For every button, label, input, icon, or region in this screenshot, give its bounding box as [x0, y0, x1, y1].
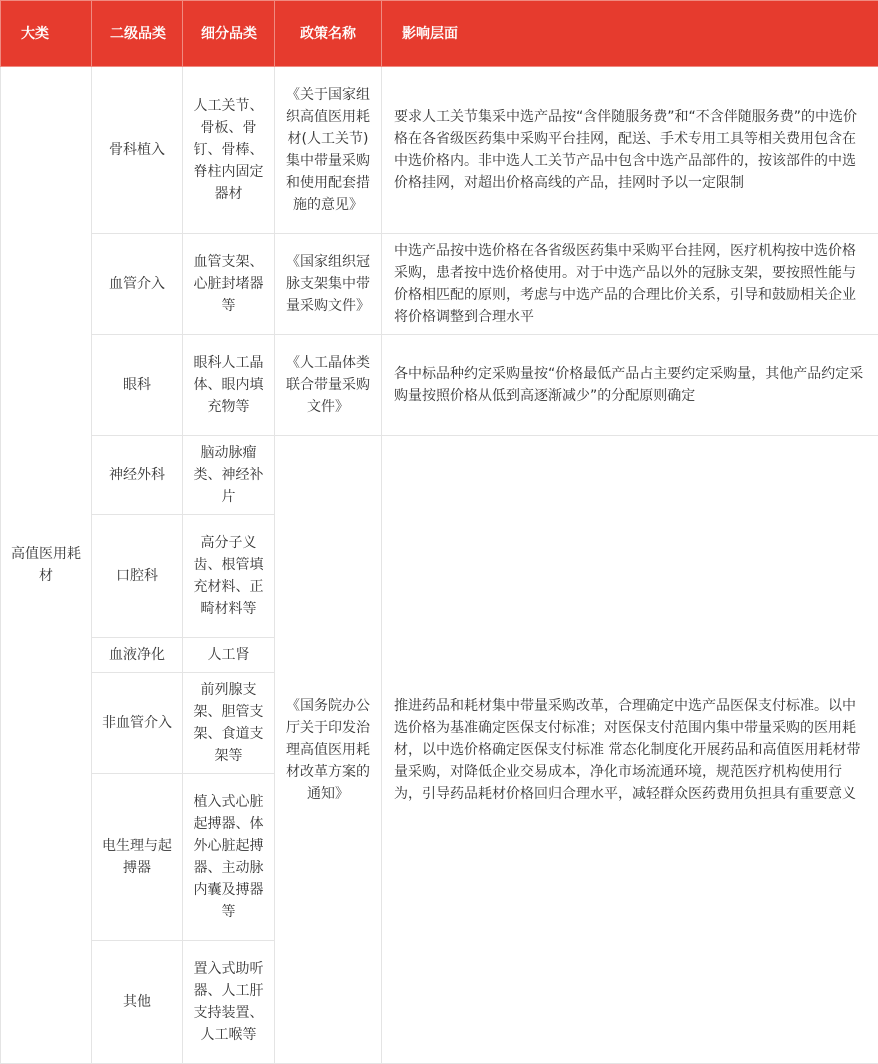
- header-subdivision: 细分品类: [183, 1, 275, 67]
- subdivision-cell: 植入式心脏起搏器、体外心脏起搏器、主动脉内囊及搏器等: [183, 774, 275, 941]
- header-impact: 影响层面: [382, 1, 878, 67]
- subdivision-cell: 脑动脉瘤类、神经补片: [183, 436, 275, 515]
- subdivision-cell: 血管支架、心脏封堵器等: [183, 234, 275, 335]
- table-row: [1, 234, 878, 335]
- subdivision-cell: 高分子义齿、根管填充材料、正畸材料等: [183, 515, 275, 638]
- shared-policy-cell: 《国务院办公厅关于印发治理高值医用耗材改革方案的通知》: [275, 436, 382, 1064]
- impact-cell: 中选产品按中选价格在各省级医药集中采购平台挂网，医疗机构按中选价格采购，患者按中选价格使用。对于中选产品以外的冠脉支架，要按照性能与价格相匹配的原则，考虑与中选产品的合理比价关系，引导和鼓励相关企业将价格调整到合理水平: [382, 234, 878, 335]
- secondary-cell: 电生理与起搏器: [92, 774, 183, 941]
- table-row: [1, 67, 878, 234]
- header-row: [1, 1, 878, 67]
- subdivision-cell: 人工关节、骨板、骨钉、骨棒、脊柱内固定器材: [183, 67, 275, 234]
- subdivision-cell: 前列腺支架、胆管支架、食道支架等: [183, 673, 275, 774]
- secondary-cell: 眼科: [92, 335, 183, 436]
- secondary-cell: 血液净化: [92, 638, 183, 673]
- table-row: [1, 436, 878, 515]
- shared-impact-cell: 推进药品和耗材集中带量采购改革，合理确定中选产品医保支付标准。以中选价格为基准确定医保支付标准；对医保支付范围内集中带量采购的医用耗材，以中选价格确定医保支付标准 常态化制度化开展药品和高值医用耗材带量采购，对降低企业交易成本，净化市场流通环境，规范医疗机构使用行为，引导药品耗材价格回归合理水平，减轻群众医药费用负担具有重要意义: [382, 436, 878, 1064]
- impact-cell: 各中标品种约定采购量按“价格最低产品占主要约定采购量，其他产品约定采购量按照价格从低到高逐渐减少”的分配原则确定: [382, 335, 878, 436]
- subdivision-cell: 置入式助听器、人工肝支持装置、人工喉等: [183, 941, 275, 1064]
- secondary-cell: 其他: [92, 941, 183, 1064]
- table-row: [1, 335, 878, 436]
- secondary-cell: 口腔科: [92, 515, 183, 638]
- policy-cell: 《国家组织冠脉支架集中带量采购文件》: [275, 234, 382, 335]
- subdivision-cell: 眼科人工晶体、眼内填充物等: [183, 335, 275, 436]
- secondary-cell: 骨科植入: [92, 67, 183, 234]
- header-policy: 政策名称: [275, 1, 382, 67]
- impact-cell: 要求人工关节集采中选产品按“含伴随服务费”和“不含伴随服务费”的中选价格在各省级医药集中采购平台挂网，配送、手术专用工具等相关费用包含在中选价格内。非中选人工关节产品中包含中选产品部件的，按该部件的中选价格挂网，对超出价格高线的产品，挂网时予以一定限制: [382, 67, 878, 234]
- secondary-cell: 神经外科: [92, 436, 183, 515]
- major-category-cell: 高值医用耗材: [1, 67, 92, 1064]
- subdivision-cell: 人工肾: [183, 638, 275, 673]
- policy-cell: 《关于国家组织高值医用耗材(人工关节)集中带量采购和使用配套措施的意见》: [275, 67, 382, 234]
- header-secondary: 二级品类: [92, 1, 183, 67]
- secondary-cell: 非血管介入: [92, 673, 183, 774]
- header-category: 大类: [1, 1, 92, 67]
- secondary-cell: 血管介入: [92, 234, 183, 335]
- policy-cell: 《人工晶体类联合带量采购文件》: [275, 335, 382, 436]
